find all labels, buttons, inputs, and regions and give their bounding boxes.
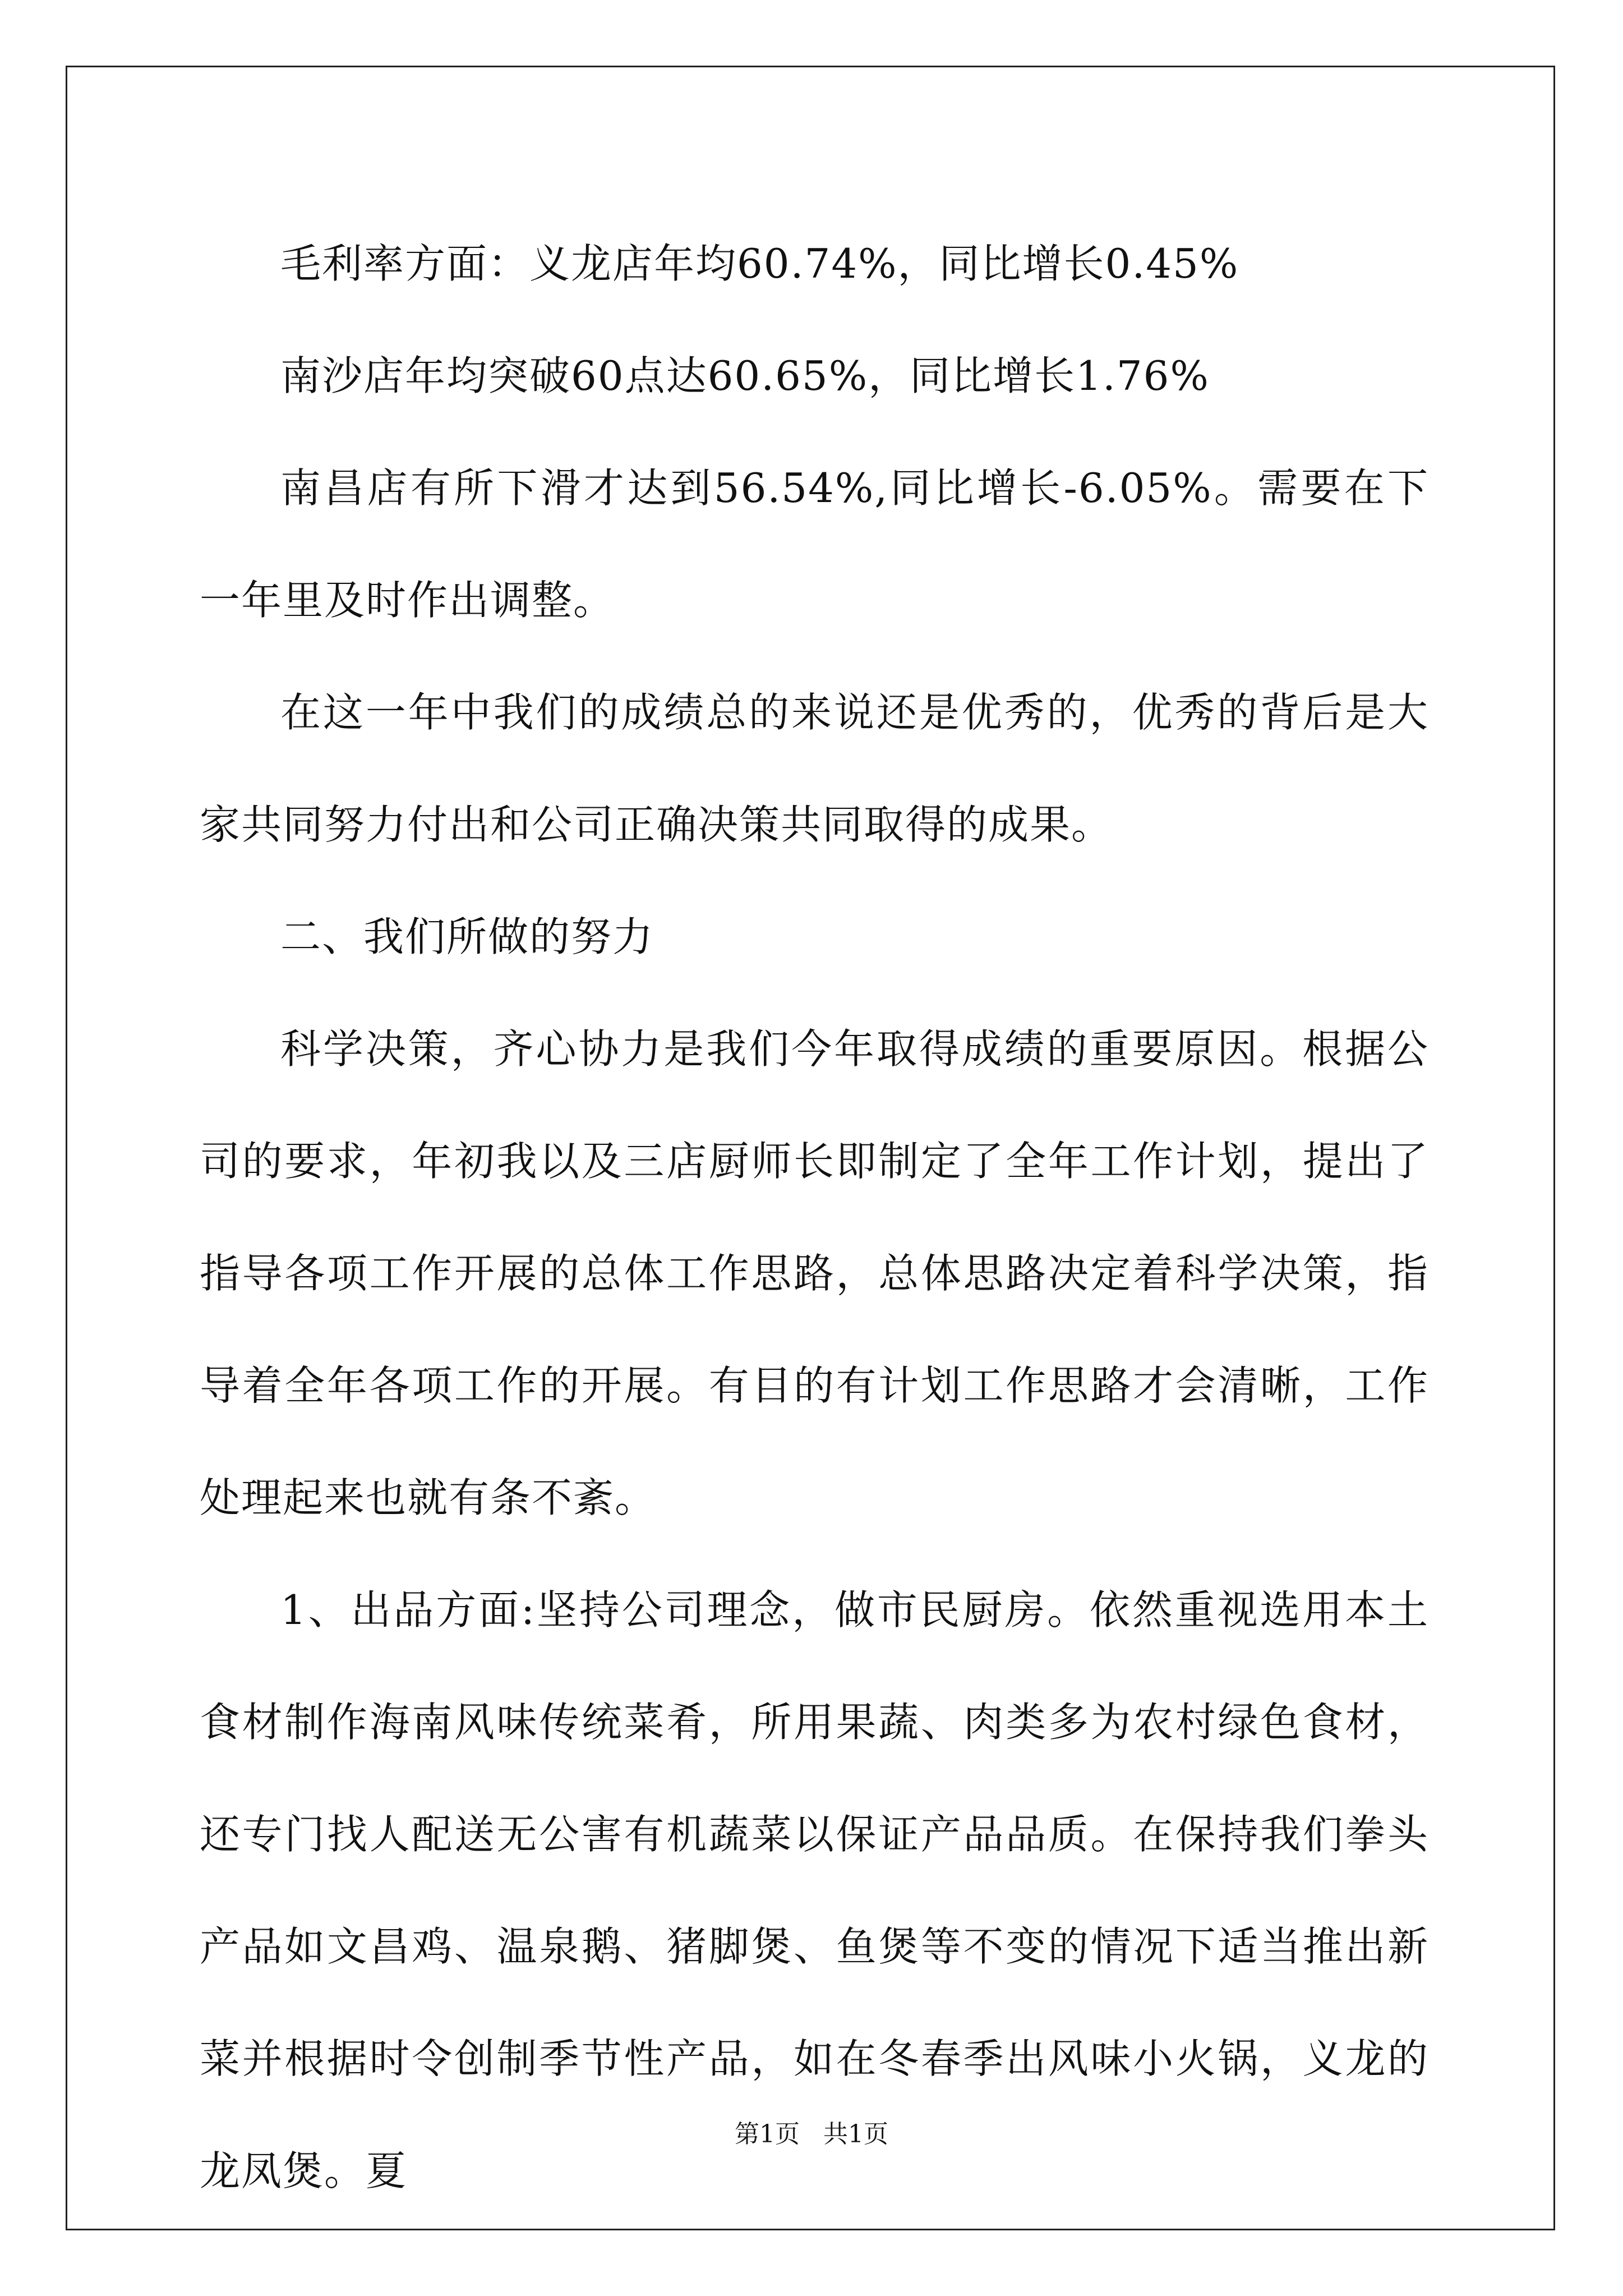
page-total: 共1页 <box>823 2120 888 2148</box>
paragraph-gross-margin-yilong: 毛利率方面：义龙店年均60.74%，同比增长0.45% <box>280 240 1239 287</box>
page-number: 第1页 <box>735 2120 800 2148</box>
paragraph-product-aspect: 1、出品方面:坚持公司理念，做市民厨房。依然重视选用本土食材制作海南风味传统菜肴，所用果蔬、肉类多为农村绿色食材，还专门找人配送无公害有机蔬菜以保证产品品质。在保持我们拳头产品如文昌鸡、温泉鹅、猪脚煲、鱼煲等不变的情况下适当推出新菜并根据时令创制季节性产品，如在冬春季出风味小火锅，义龙的龙凤煲。夏 <box>200 1586 1429 2194</box>
paragraph-summary: 在这一年中我们的成绩总的来说还是优秀的，优秀的背后是大家共同努力付出和公司正确决策共同取得的成果。 <box>200 689 1429 848</box>
document-body <box>200 208 1429 2227</box>
section-heading-efforts: 二、我们所做的努力 <box>280 913 654 960</box>
page-footer <box>0 2118 1623 2151</box>
paragraph-gross-margin-nanchang: 南昌店有所下滑才达到56.54%,同比增长-6.05%。需要在下一年里及时作出调整。 <box>200 464 1429 624</box>
paragraph-scientific-decision: 科学决策，齐心协力是我们今年取得成绩的重要原因。根据公司的要求，年初我以及三店厨师长即制定了全年工作计划，提出了指导各项工作开展的总体工作思路，总体思路决定着科学决策，指导着全年各项工作的开展。有目的有计划工作思路才会清晰，工作处理起来也就有条不紊。 <box>200 1025 1429 1521</box>
paragraph-gross-margin-nansha: 南沙店年均突破60点达60.65%，同比增长1.76% <box>280 352 1210 399</box>
